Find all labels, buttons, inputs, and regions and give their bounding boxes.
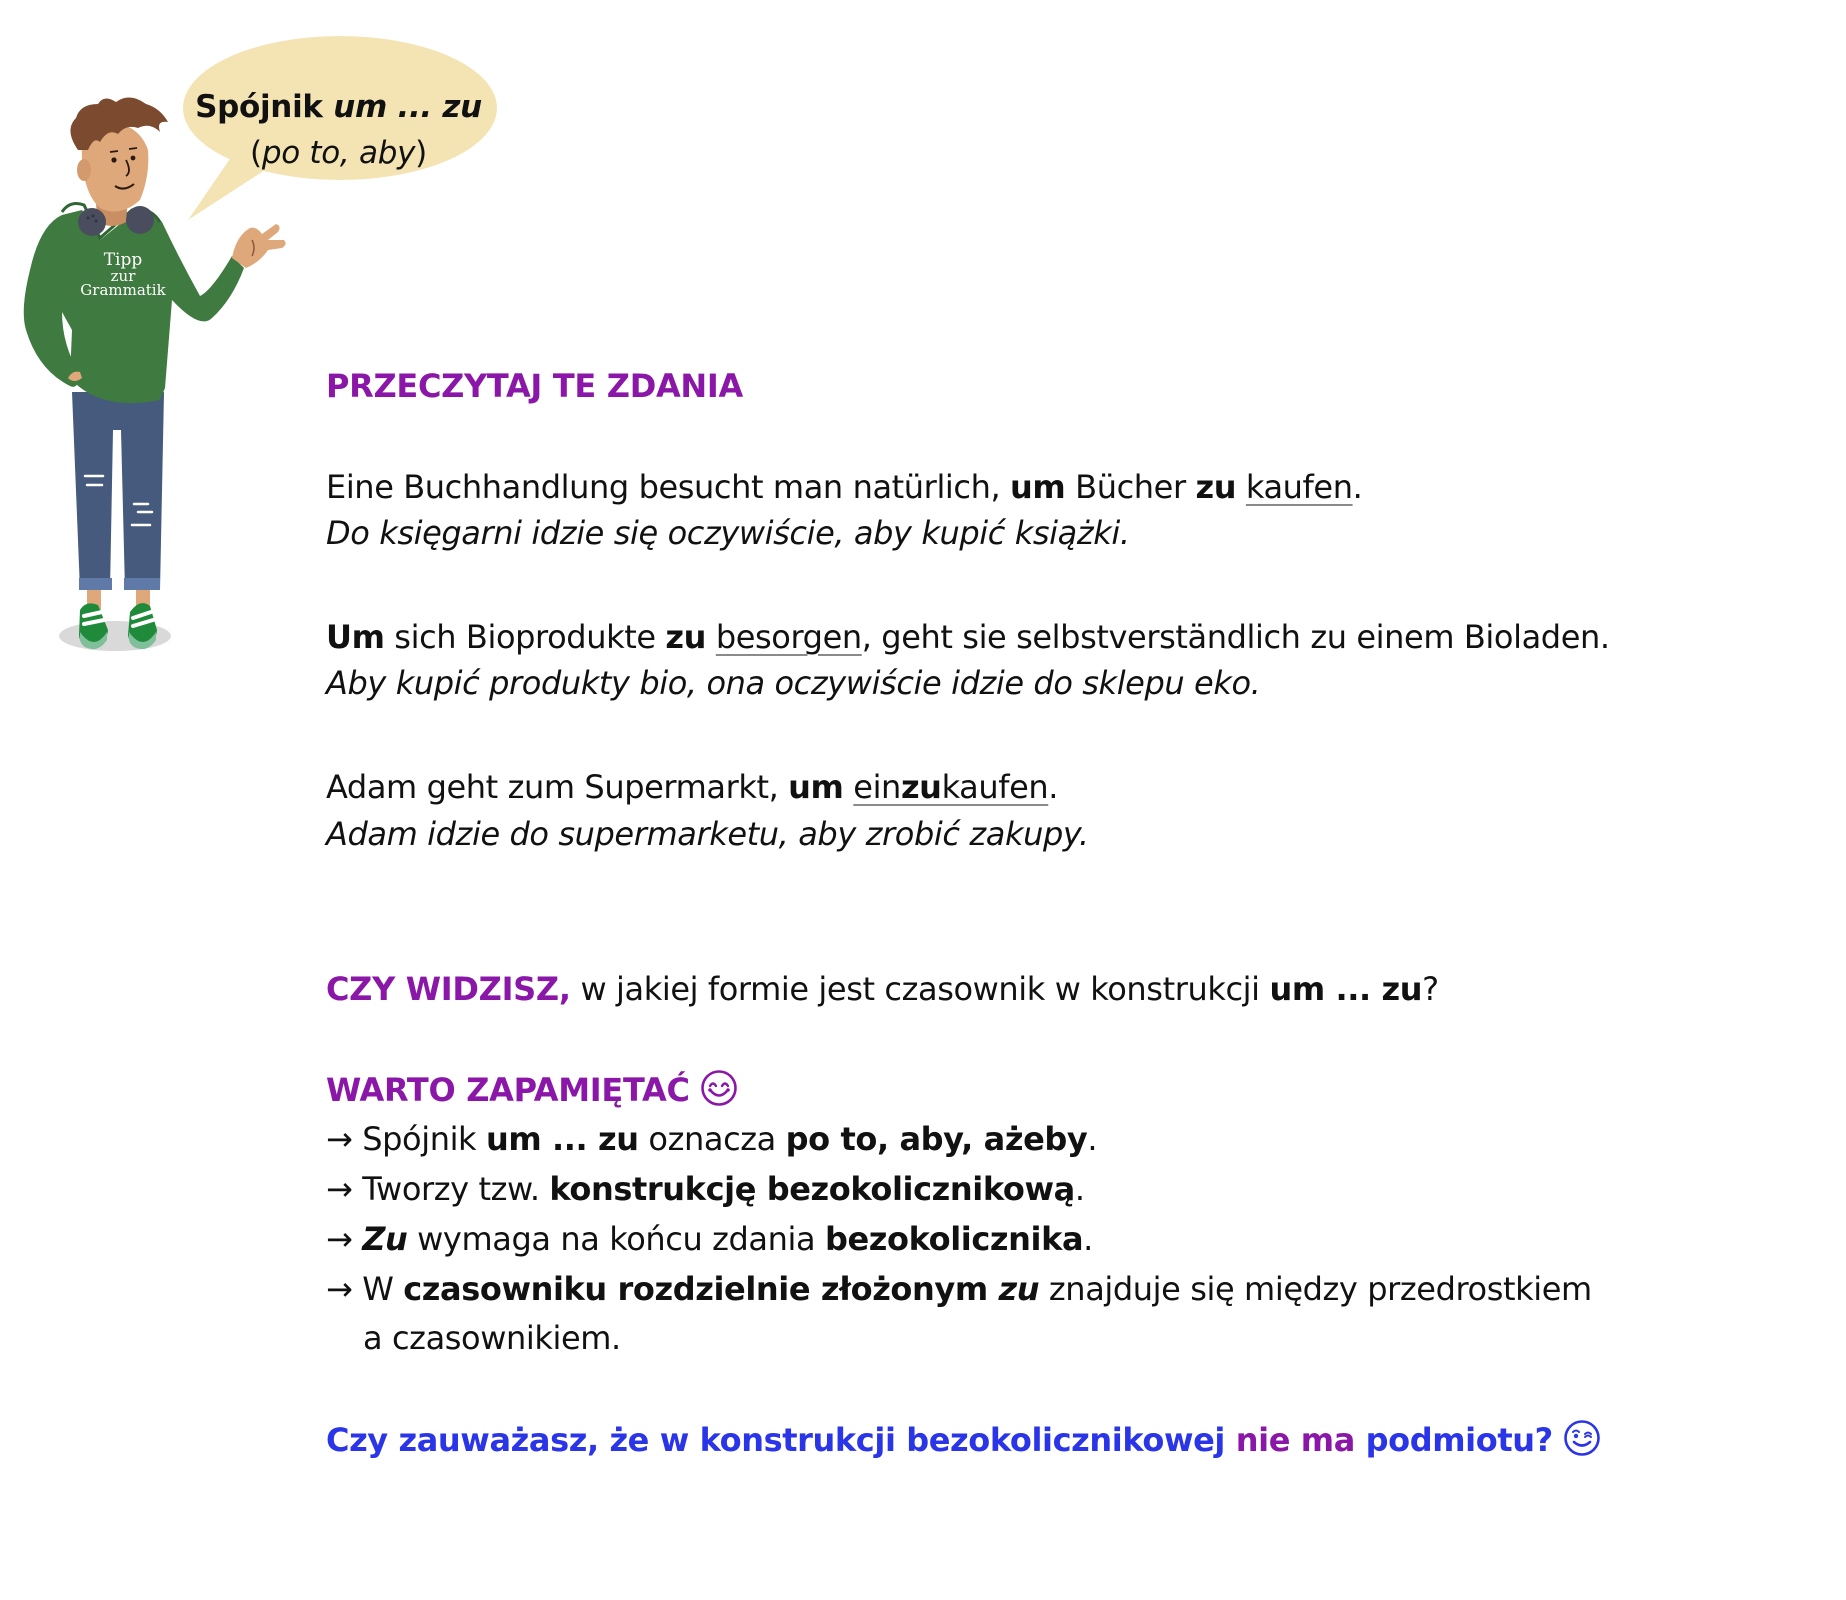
- arrow-right-icon: →: [326, 1270, 353, 1308]
- hoodie: [24, 210, 244, 403]
- hoodie-text: [68, 252, 178, 297]
- sentence-german-2: Um sich Bioprodukte zu besorgen, geht sie selbstverständlich zu einem Bioladen.: [326, 618, 1610, 656]
- pants: [72, 392, 164, 590]
- winking-face-icon: [1563, 1419, 1601, 1466]
- arrow-right-icon: →: [326, 1220, 353, 1258]
- underlined-verb: zu: [900, 768, 942, 806]
- speech-bubble-title: Spójnik um ... zu: [195, 89, 482, 125]
- remember-bullet-4-continuation: a czasownikiem.: [363, 1319, 621, 1357]
- hoodie-text-line: zur: [110, 267, 136, 285]
- hoodie-text-line: Tipp: [103, 250, 143, 270]
- waving-hand: [232, 224, 286, 268]
- remember-bullet-1: → Spójnik um ... zu oznacza po to, aby, ażeby.: [326, 1120, 1098, 1158]
- underlined-verb: besorgen: [715, 618, 862, 656]
- sentence-german-3: Adam geht zum Supermarkt, um einzukaufen.: [326, 768, 1059, 806]
- remember-bullet-4: → W czasowniku rozdzielnie złożonym zu znajduje się między przedrostkiem: [326, 1270, 1592, 1308]
- hoodie-text-line: Grammatik: [80, 281, 166, 299]
- arrow-right-icon: →: [326, 1120, 353, 1158]
- sentence-polish-2: Aby kupić produkty bio, ona oczywiście idzie do sklepu eko.: [326, 664, 1261, 702]
- underlined-verb: kaufen: [1245, 468, 1353, 506]
- arrow-right-icon: →: [326, 1170, 353, 1208]
- sentence-polish-1: Do księgarni idzie się oczywiście, aby kupić książki.: [326, 514, 1130, 552]
- remember-heading-line: [326, 1069, 738, 1116]
- headphones-right: [126, 206, 154, 234]
- speech-bubble: [170, 30, 510, 230]
- headphones-left: [78, 208, 106, 236]
- closing-question: Czy zauważasz, że w konstrukcji bezokolicznikowej nie ma podmiotu?: [326, 1419, 1601, 1466]
- underlined-verb: kaufen: [941, 768, 1049, 806]
- smiling-face-icon: [700, 1069, 738, 1116]
- speech-bubble-subtitle: (po to, aby): [250, 135, 427, 171]
- sentence-polish-3: Adam idzie do supermarketu, aby zrobić zakupy.: [326, 815, 1089, 853]
- sentence-german-1: Eine Buchhandlung besucht man natürlich, um Bücher zu kaufen.: [326, 468, 1363, 506]
- question-line: CZY WIDZISZ, w jakiej formie jest czasownik w konstrukcji um ... zu?: [326, 970, 1439, 1008]
- remember-bullet-3: → Zu wymaga na końcu zdania bezokolicznika.: [326, 1220, 1093, 1258]
- section-heading-remember: WARTO ZAPAMIĘTAĆ: [326, 1071, 690, 1109]
- section-heading-read: PRZECZYTAJ TE ZDANIA: [326, 367, 743, 405]
- section-heading-question: CZY WIDZISZ,: [326, 970, 571, 1008]
- remember-bullet-2: → Tworzy tzw. konstrukcję bezokolicznikową.: [326, 1170, 1085, 1208]
- underlined-verb: ein: [853, 768, 901, 806]
